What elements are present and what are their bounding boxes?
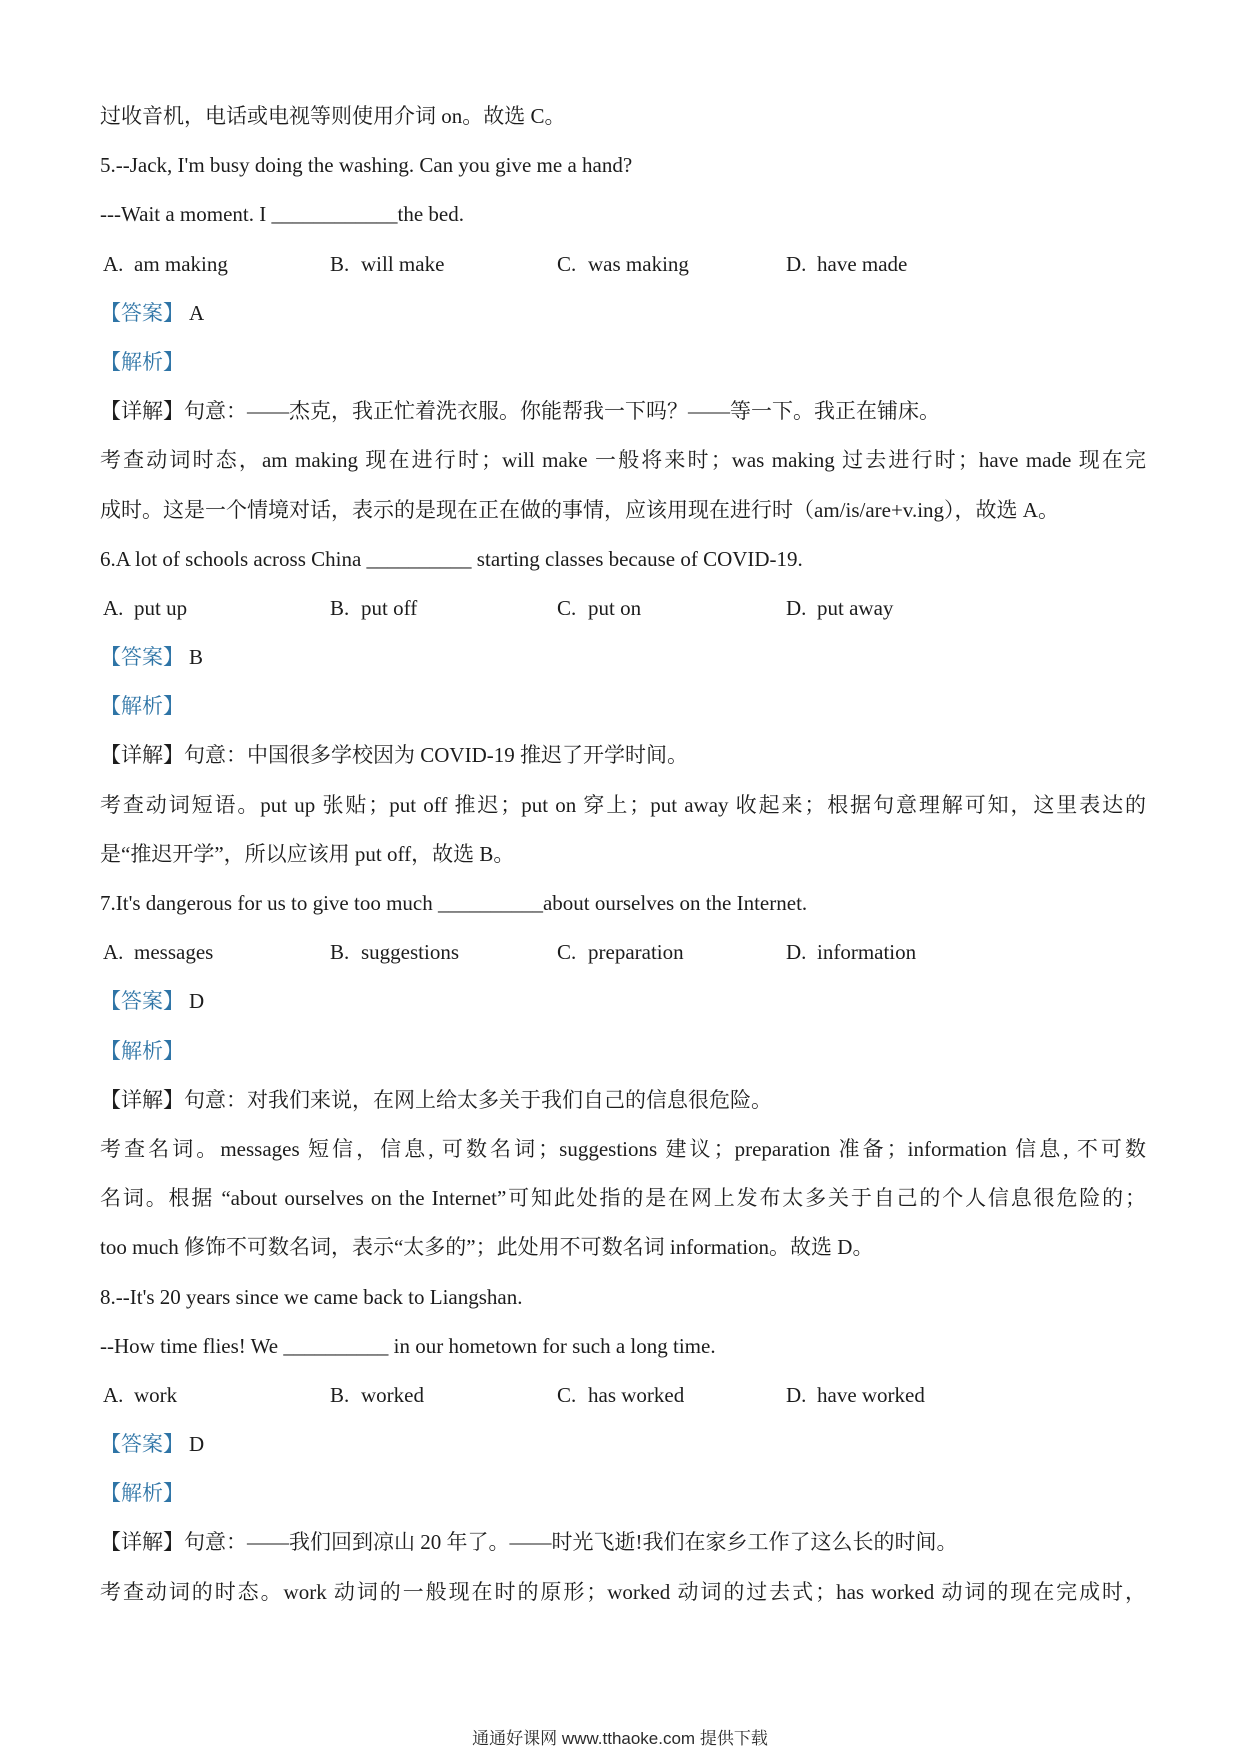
option-letter: D. xyxy=(786,251,807,276)
option-letter: D. xyxy=(786,595,807,620)
option-b xyxy=(330,928,459,977)
answer-value: D xyxy=(189,989,205,1014)
explanation-line: 考查动词的时态。work 动词的一般现在时的原形；worked 动词的过去式；has worked 动词的现在完成时， xyxy=(100,1579,1146,1604)
option-letter: B. xyxy=(330,595,350,620)
option-text: was making xyxy=(588,251,689,276)
answer-row xyxy=(100,633,1146,682)
explanation-line: 【详解】句意：——杰克，我正忙着洗衣服。你能帮我一下吗？——等一下。我正在铺床。 xyxy=(100,399,940,424)
option-letter: A. xyxy=(103,251,124,276)
option-a xyxy=(103,1371,177,1420)
question-5-options-row xyxy=(100,240,1146,289)
option-letter: D. xyxy=(786,1382,807,1407)
option-text: suggestions xyxy=(361,940,460,965)
answer-value: A xyxy=(189,300,205,325)
analysis-label: 【解析】 xyxy=(100,1481,184,1506)
option-text: work xyxy=(134,1382,178,1407)
explanation-line: 名词。根据 “about ourselves on the Internet”可知此处指的是在网上发布太多关于自己的个人信息很危险的； xyxy=(100,1186,1146,1211)
option-letter: C. xyxy=(557,940,577,965)
option-a xyxy=(103,928,213,977)
analysis-label: 【解析】 xyxy=(100,694,184,719)
question-6-options-row xyxy=(100,584,1146,633)
analysis-row xyxy=(100,1027,1146,1076)
answer-row xyxy=(100,977,1146,1026)
footer-text: 通通好课网 www.tthaoke.com 提供下载 xyxy=(472,1729,768,1748)
option-text: am making xyxy=(134,251,228,276)
option-d xyxy=(786,584,893,633)
option-letter: C. xyxy=(557,595,577,620)
option-letter: A. xyxy=(103,595,124,620)
option-letter: B. xyxy=(330,940,350,965)
option-letter: B. xyxy=(330,251,350,276)
option-text: preparation xyxy=(588,940,684,965)
option-letter: A. xyxy=(103,940,124,965)
explanation-line: 是“推迟开学”，所以应该用 put off，故选 B。 xyxy=(100,841,515,866)
answer-label: 【答案】 xyxy=(100,989,184,1014)
option-d xyxy=(786,240,907,289)
option-letter: B. xyxy=(330,1382,350,1407)
option-text: have made xyxy=(817,251,908,276)
answer-label: 【答案】 xyxy=(100,1432,184,1457)
question-7-options-row xyxy=(100,928,1146,977)
option-text: worked xyxy=(361,1382,424,1407)
option-c xyxy=(557,1371,684,1420)
question-6-stem-line: 6.A lot of schools across China __________ starting classes because of COVID-19. xyxy=(100,546,803,571)
answer-value: D xyxy=(189,1432,205,1457)
option-c xyxy=(557,240,689,289)
explanation-line: 考查动词时态，am making 现在进行时；will make 一般将来时；was making 过去进行时；have made 现在完 xyxy=(100,448,1146,473)
document-content xyxy=(100,92,1146,1617)
question-5-stem-line: ---Wait a moment. I ____________the bed. xyxy=(100,202,464,227)
analysis-row xyxy=(100,338,1146,387)
option-text: information xyxy=(817,940,917,965)
analysis-row xyxy=(100,1469,1146,1518)
analysis-label: 【解析】 xyxy=(100,349,184,374)
option-b xyxy=(330,240,444,289)
option-text: put away xyxy=(817,595,894,620)
question-8-stem-line: 8.--It's 20 years since we came back to Liangshan. xyxy=(100,1284,523,1309)
continuation-line: 过收音机，电话或电视等则使用介词 on。故选 C。 xyxy=(100,104,566,128)
explanation-line: 【详解】句意：对我们来说，在网上给太多关于我们自己的信息很危险。 xyxy=(100,1087,772,1112)
option-letter: C. xyxy=(557,1382,577,1407)
option-b xyxy=(330,584,417,633)
option-text: has worked xyxy=(588,1382,685,1407)
option-d xyxy=(786,928,916,977)
option-c xyxy=(557,584,641,633)
option-text: will make xyxy=(361,251,445,276)
question-7-stem-line: 7.It's dangerous for us to give too much __________about ourselves on the Internet. xyxy=(100,891,808,915)
explanation-line: 考查名词。messages 短信，信息, 可数名词；suggestions 建议；preparation 准备；information 信息, 不可数 xyxy=(100,1136,1146,1161)
option-c xyxy=(557,928,684,977)
analysis-label: 【解析】 xyxy=(100,1038,184,1063)
option-a xyxy=(103,240,228,289)
option-letter: A. xyxy=(103,1382,124,1407)
answer-label: 【答案】 xyxy=(100,645,184,670)
option-letter: D. xyxy=(786,940,807,965)
answer-value: B xyxy=(189,645,204,670)
explanation-line: 【详解】句意：——我们回到凉山 20 年了。——时光飞逝!我们在家乡工作了这么长的时间。 xyxy=(100,1530,958,1555)
option-b xyxy=(330,1371,424,1420)
answer-label: 【答案】 xyxy=(100,300,184,325)
explanation-line: 【详解】句意：中国很多学校因为 COVID-19 推迟了开学时间。 xyxy=(100,743,688,768)
answer-row xyxy=(100,1420,1146,1469)
option-text: messages xyxy=(134,940,214,965)
answer-row xyxy=(100,289,1146,338)
question-5-stem-line: 5.--Jack, I'm busy doing the washing. Can you give me a hand? xyxy=(100,153,633,178)
question-8-options-row xyxy=(100,1371,1146,1420)
explanation-line: 考查动词短语。put up 张贴；put off 推迟；put on 穿上；put away 收起来；根据句意理解可知，这里表达的 xyxy=(100,792,1146,817)
option-d xyxy=(786,1371,925,1420)
page-footer xyxy=(0,1724,1240,1749)
question-8-stem-line: --How time flies! We __________ in our hometown for such a long time. xyxy=(100,1333,716,1358)
option-text: have worked xyxy=(817,1382,925,1407)
option-text: put on xyxy=(588,595,642,620)
analysis-row xyxy=(100,682,1146,731)
option-text: put off xyxy=(361,595,418,620)
explanation-line: too much 修饰不可数名词，表示“太多的”；此处用不可数名词 information。故选 D。 xyxy=(100,1235,874,1260)
option-text: put up xyxy=(134,595,188,620)
option-letter: C. xyxy=(557,251,577,276)
option-a xyxy=(103,584,187,633)
explanation-line: 成时。这是一个情境对话，表示的是现在正在做的事情，应该用现在进行时（am/is/are+v.ing），故选 A。 xyxy=(100,497,1059,522)
